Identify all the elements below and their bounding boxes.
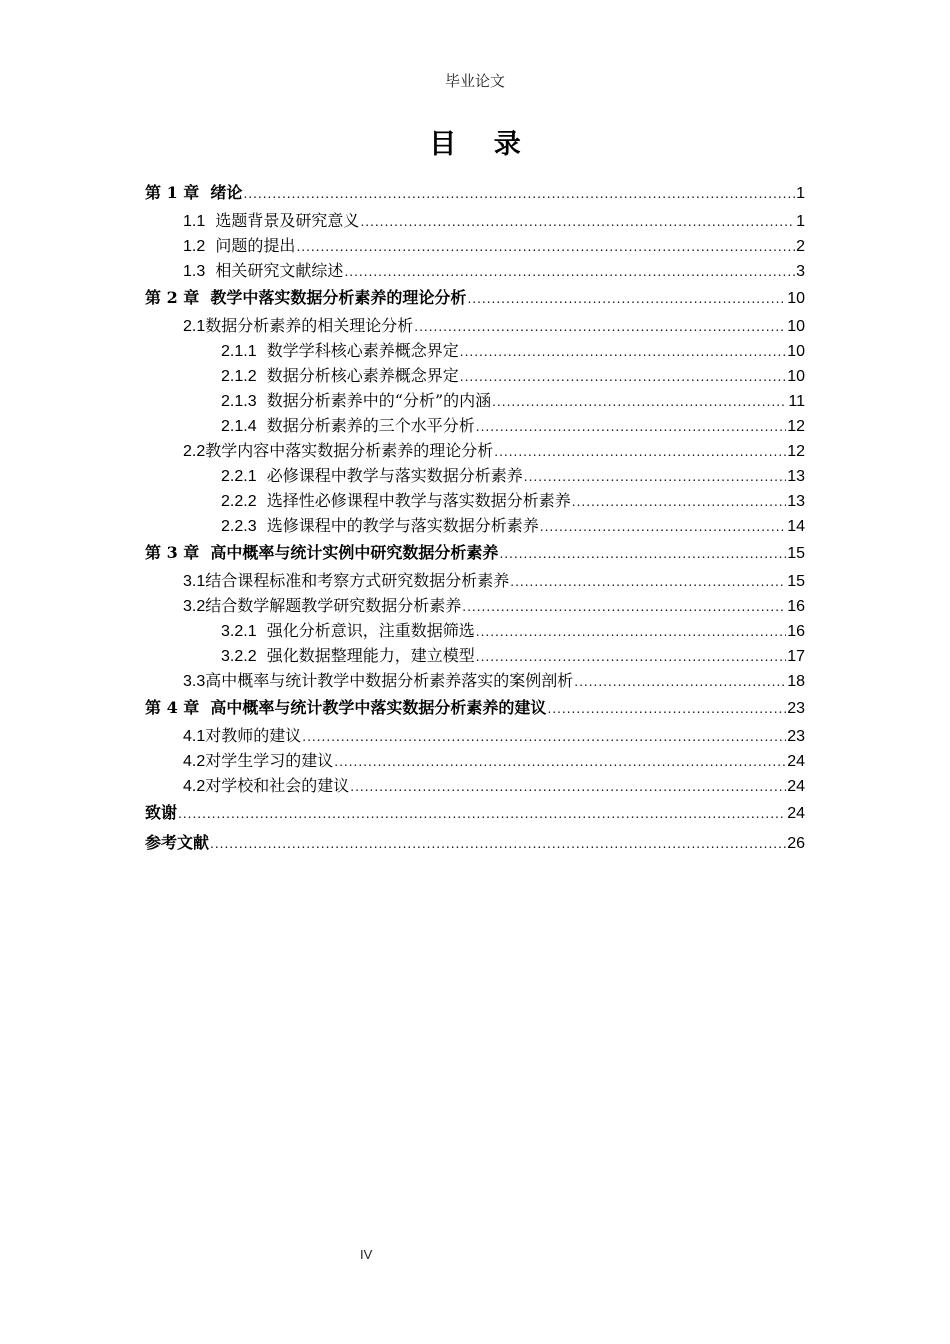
toc-entry-page: 16: [787, 623, 805, 640]
toc-entry-page: 3: [796, 263, 805, 280]
toc-entry-page: 15: [787, 545, 805, 562]
toc-entry-number: 2.1: [183, 318, 206, 335]
dot-leader: [476, 645, 786, 670]
toc-entry-text: 数据分析素养的三个水平分析: [266, 416, 475, 435]
dot-leader: [524, 465, 786, 490]
toc-entry-page: 23: [787, 700, 805, 717]
toc-entry-title: [145, 538, 498, 568]
toc-entry-text: 数据分析素养中的“分析”的内涵: [266, 391, 492, 410]
toc-entry-number: 2.1.4: [221, 418, 257, 435]
toc-entry-page: 1: [796, 213, 805, 230]
toc-entry-text: 选择性必修课程中教学与落实数据分析素养: [266, 491, 571, 510]
toc-entry-text: 对学校和社会的建议: [205, 776, 350, 795]
table-of-contents: [145, 178, 805, 858]
toc-entry[interactable]: [145, 668, 805, 693]
dot-leader: [178, 799, 786, 829]
toc-entry[interactable]: [145, 693, 805, 723]
toc-entry[interactable]: [145, 568, 805, 593]
toc-entry-text: 强化数据整理能力，建立模型: [266, 646, 475, 665]
toc-entry[interactable]: [145, 643, 805, 668]
toc-entry-title: [221, 618, 475, 644]
toc-entry-title: [145, 283, 466, 313]
toc-entry-title: [183, 258, 343, 284]
toc-entry-number: 1.3: [183, 263, 206, 280]
toc-entry-text: 高中概率与统计教学中落实数据分析素养的建议: [210, 698, 547, 717]
toc-entry-text: 高中概率与统计教学中数据分析素养落实的案例剖析: [205, 671, 574, 690]
toc-entry-title: [183, 208, 359, 234]
toc-entry-title: [183, 748, 333, 774]
toc-entry-text: 高中概率与统计实例中研究数据分析素养: [210, 543, 499, 562]
dot-leader: [460, 340, 786, 365]
toc-entry[interactable]: [145, 258, 805, 283]
toc-entry-page: 26: [787, 835, 805, 852]
toc-entry-title: [221, 488, 571, 514]
dot-leader: [467, 284, 786, 314]
toc-entry-page: 14: [787, 518, 805, 535]
toc-entry-title: [183, 438, 493, 464]
dot-leader: [462, 595, 786, 620]
toc-entry[interactable]: [145, 313, 805, 338]
toc-entry-page: 1: [796, 185, 805, 202]
toc-entry-title: [221, 388, 491, 414]
toc-entry-number: 1.2: [183, 238, 206, 255]
toc-entry-title: [221, 643, 475, 669]
toc-entry-text: 数学学科核心素养概念界定: [266, 341, 459, 360]
toc-entry[interactable]: [145, 828, 805, 858]
toc-entry[interactable]: [145, 488, 805, 513]
toc-entry-text: 数据分析素养的相关理论分析: [205, 316, 414, 335]
toc-entry-title: [221, 363, 459, 389]
toc-entry-number: 2.2: [183, 443, 206, 460]
toc-entry-text: 相关研究文献综述: [215, 261, 344, 280]
toc-entry-title: [221, 338, 459, 364]
toc-entry-title: [145, 798, 177, 828]
toc-entry-text: 问题的提出: [215, 236, 296, 255]
toc-entry-text: 选题背景及研究意义: [215, 211, 360, 230]
dot-leader: [572, 490, 786, 515]
toc-entry-title: [183, 593, 461, 619]
toc-entry-number: 第 3 章: [145, 543, 200, 562]
toc-entry-page: 12: [787, 443, 805, 460]
toc-entry-text: 结合课程标准和考察方式研究数据分析素养: [205, 571, 510, 590]
toc-entry-number: 2.2.3: [221, 518, 257, 535]
toc-entry-text: 绪论: [210, 183, 243, 202]
toc-entry-number: 3.2.2: [221, 648, 257, 665]
toc-entry[interactable]: [145, 798, 805, 828]
toc-entry-number: 4.2: [183, 753, 206, 770]
toc-entry[interactable]: [145, 338, 805, 363]
toc-entry[interactable]: [145, 748, 805, 773]
toc-entry-page: 10: [787, 368, 805, 385]
toc-entry[interactable]: [145, 438, 805, 463]
toc-entry-text: 结合数学解题教学研究数据分析素养: [205, 596, 462, 615]
toc-entry-title: [221, 513, 539, 539]
toc-entry[interactable]: [145, 618, 805, 643]
dot-leader: [296, 235, 795, 260]
toc-entry-number: 2.1.3: [221, 393, 257, 410]
toc-entry-text: 必修课程中教学与落实数据分析素养: [266, 466, 523, 485]
toc-entry-title: [183, 568, 509, 594]
toc-entry[interactable]: [145, 593, 805, 618]
running-header: 毕业论文: [444, 72, 505, 90]
toc-entry[interactable]: [145, 283, 805, 313]
toc-entry-number: 2.1.1: [221, 343, 257, 360]
toc-entry-page: 24: [787, 805, 805, 822]
toc-entry-number: 2.2.2: [221, 493, 257, 510]
toc-entry[interactable]: [145, 463, 805, 488]
toc-entry[interactable]: [145, 178, 805, 208]
toc-entry-number: 4.1: [183, 728, 206, 745]
toc-entry-number: 2.1.2: [221, 368, 257, 385]
toc-entry-page: 11: [788, 393, 805, 410]
toc-entry-page: 15: [787, 573, 805, 590]
dot-leader: [243, 179, 795, 209]
toc-entry-number: 第 1 章: [145, 183, 200, 202]
toc-entry[interactable]: [145, 208, 805, 233]
dot-leader: [492, 390, 787, 415]
dot-leader: [344, 260, 795, 285]
toc-entry-number: 2.2.1: [221, 468, 257, 485]
toc-entry-number: 4.2: [183, 778, 206, 795]
dot-leader: [210, 829, 786, 859]
toc-entry-page: 23: [787, 728, 805, 745]
toc-entry-page: 13: [787, 468, 805, 485]
toc-entry-title: [183, 313, 413, 339]
dot-leader: [547, 694, 786, 724]
toc-entry-text: 致谢: [145, 803, 178, 822]
toc-entry[interactable]: [145, 723, 805, 748]
toc-entry-number: 1.1: [183, 213, 206, 230]
toc-entry-text: 强化分析意识，注重数据筛选: [266, 621, 475, 640]
dot-leader: [350, 775, 786, 800]
toc-entry[interactable]: [145, 363, 805, 388]
dot-leader: [476, 620, 786, 645]
toc-entry-page: 2: [796, 238, 805, 255]
toc-entry-text: 对教师的建议: [205, 726, 302, 745]
toc-entry-title: [221, 463, 523, 489]
toc-entry-title: [221, 413, 475, 439]
dot-leader: [460, 365, 786, 390]
toc-entry-page: 12: [787, 418, 805, 435]
toc-entry-page: 16: [787, 598, 805, 615]
toc-entry-page: 10: [787, 343, 805, 360]
toc-entry-number: 3.2.1: [221, 623, 257, 640]
toc-entry-text: 教学中落实数据分析素养的理论分析: [210, 288, 467, 307]
toc-entry-text: 教学内容中落实数据分析素养的理论分析: [205, 441, 494, 460]
toc-entry-page: 18: [787, 673, 805, 690]
dot-leader: [302, 725, 786, 750]
toc-entry-title: [145, 828, 209, 858]
toc-entry-title: [183, 668, 573, 694]
dot-leader: [476, 415, 786, 440]
dot-leader: [334, 750, 786, 775]
dot-leader: [494, 440, 786, 465]
toc-entry-text: 数据分析核心素养概念界定: [266, 366, 459, 385]
dot-leader: [574, 670, 786, 695]
toc-title: 目 录: [429, 129, 535, 160]
toc-entry[interactable]: [145, 233, 805, 258]
toc-entry-page: 10: [787, 290, 805, 307]
toc-entry[interactable]: [145, 538, 805, 568]
toc-entry[interactable]: [145, 773, 805, 798]
toc-entry[interactable]: [145, 388, 805, 413]
dot-leader: [414, 315, 786, 340]
toc-entry-text: 选修课程中的教学与落实数据分析素养: [266, 516, 539, 535]
toc-entry-number: 第 4 章: [145, 698, 200, 717]
toc-entry-text: 参考文献: [145, 833, 210, 852]
toc-entry-page: 10: [787, 318, 805, 335]
dot-leader: [499, 539, 786, 569]
toc-entry[interactable]: [145, 413, 805, 438]
toc-entry-page: 13: [787, 493, 805, 510]
dot-leader: [540, 515, 786, 540]
toc-entry-title: [183, 773, 349, 799]
toc-entry-number: 3.1: [183, 573, 206, 590]
dot-leader: [360, 210, 795, 235]
toc-entry-title: [145, 693, 546, 723]
toc-entry-page: 17: [787, 648, 805, 665]
toc-entry-number: 3.3: [183, 673, 206, 690]
dot-leader: [510, 570, 786, 595]
page-number: IV: [360, 1247, 373, 1262]
toc-entry-number: 第 2 章: [145, 288, 200, 307]
toc-entry-page: 24: [787, 753, 805, 770]
toc-entry-title: [183, 233, 295, 259]
toc-entry-number: 3.2: [183, 598, 206, 615]
toc-entry-title: [183, 723, 301, 749]
toc-entry[interactable]: [145, 513, 805, 538]
toc-entry-title: [145, 178, 242, 208]
toc-entry-page: 24: [787, 778, 805, 795]
toc-entry-text: 对学生学习的建议: [205, 751, 334, 770]
